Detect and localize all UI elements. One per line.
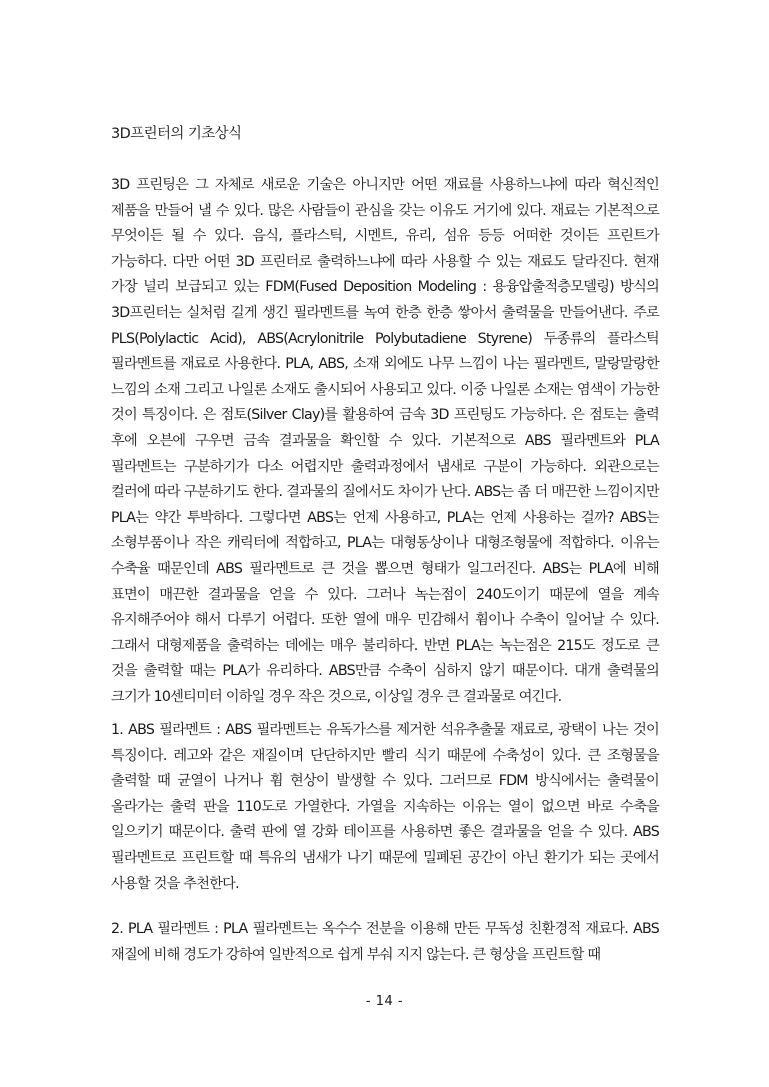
page-number: - 14 - <box>365 994 404 1009</box>
body-paragraph-pla-filament: 2. PLA 필라멘트 : PLA 필라멘트는 옥수수 전분을 이용해 만든 무독성 친환경적 재료다. ABS 재질에 비해 경도가 강하여 일반적으로 쉽게 부숴 지지 않는다. 큰 형상을 프린트할 때 <box>111 921 659 963</box>
section-title: 3D프린터의 기초상식 <box>111 126 242 142</box>
body-paragraph-abs-filament: 1. ABS 필라멘트 : ABS 필라멘트는 유독가스를 제거한 석유추출물 재료로, 광택이 나는 것이 특징이다. 레고와 같은 재질이며 단단하지만 빨리 식기 때문에 수축성이 있다. 큰 조형물을 출력할 때 균열이 나거나 휨 현상이 발생할 수 있다. 그러므로 FDM 방식에서는 출력물이 올라가는 출력 판을 110도로 가열한다. 가열을 지속하는 이유는 열이 없으면 바로 수축을 일으키기 때문이다. 출력 판에 열 강화 테이프를 사용하면 좋은 결과물을 얻을 수 있다. ABS 필라멘트로 프린트할 때 특유의 냄새가 나기 때문에 밀폐된 공간이 아닌 환기가 되는 곳에서 사용할 것을 추천한다. <box>111 722 659 892</box>
body-paragraph-intro: 3D 프린팅은 그 자체로 새로운 기술은 아니지만 어떤 재료를 사용하느냐에 따라 혁신적인 제품을 만들어 낼 수 있다. 많은 사람들이 관심을 갖는 이유도 거기에 있다. 재료는 기본적으로 무엇이든 될 수 있다. 음식, 플라스틱, 시멘트, 유리, 섬유 등등 어떠한 것이든 프린트가 가능하다. 다만 어떤 3D 프린터로 출력하느냐에 따라 사용할 수 있는 재료도 달라진다. 현재 가장 널리 보급되고 있는 FDM(Fused Deposition Modeling : 용융압출적층모델링) 방식의 3D프린터는 실처럼 길게 생긴 필라멘트를 녹여 한층 한층 쌓아서 출력물을 만들어낸다. 주로 PLS(Polylactic Acid), ABS(Acrylonitrile Polybutadiene Styrene) 두종류의 플라스틱 필라멘트를 재료로 사용한다. PLA, ABS, 소재 외에도 나무 느낌이 나는 필라멘트, 말랑말랑한 느낌의 소재 그리고 나일론 소재도 출시되어 사용되고 있다. 이중 나일론 소재는 염색이 가능한 것이 특징이다. 은 점토(Silver Clay)를 활용하여 금속 3D 프린팅도 가능하다. 은 점토는 출력 후에 오븐에 구우면 금속 결과물을 확인할 수 있다. 기본적으로 ABS 필라멘트와 PLA 필라멘트는 구분하기가 다소 어렵지만 출력과정에서 냄새로 구분이 가능하다. 외관으로는 컬러에 따라 구분하기도 한다. 결과물의 질에서도 차이가 난다. ABS는 좀 더 매끈한 느낌이지만 PLA는 약간 투박하다. 그렇다면 ABS는 언제 사용하고, PLA는 언제 사용하는 걸까? ABS는 소형부품이나 작은 캐릭터에 적합하고, PLA는 대형동상이나 대형조형물에 적합하다. 이유는 수축율 때문인데 ABS 필라멘트로 큰 것을 뽑으면 형태가 일그러진다. ABS는 PLA에 비해 표면이 매끈한 결과물을 얻을 수 있다. 그러나 녹는점이 240도이기 때문에 열을 계속 유지해주어야 해서 다루기 어렵다. 또한 열에 매우 민감해서 휨이나 수축이 일어날 수 있다. 그래서 대형제품을 출력하는 데에는 매우 불리하다. 반면 PLA는 녹는점은 215도 정도로 큰 것을 출력할 때는 PLA가 유리하다. ABS만큼 수축이 심하지 않기 때문이다. 대개 출력물의 크기가 10센티미터 이하일 경우 작은 것으로, 이상일 경우 큰 결과물로 여긴다. <box>111 177 659 705</box>
